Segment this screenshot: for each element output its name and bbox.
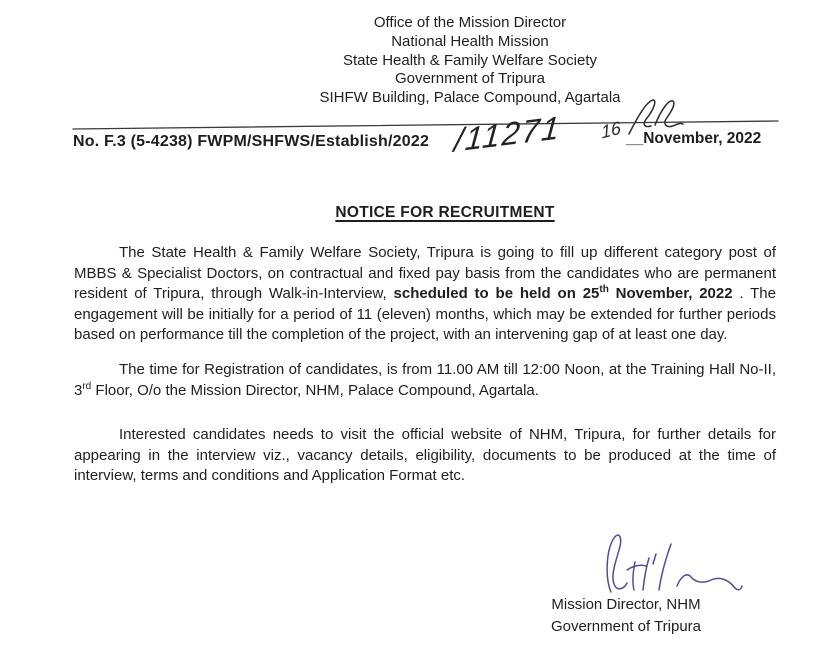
signoff-organization: Government of Tripura — [550, 617, 702, 635]
handwritten-dispatch-number: /11271 — [452, 108, 563, 159]
para2-rest: Floor, O/o the Mission Director, NHM, Palace Compound, Agartala. — [91, 381, 539, 399]
paragraph-website-info: Interested candidates needs to visit the official website of NHM, Tripura, for further details for appearing in the interview viz., vacancy details, eligibility, documents to be produced at the time of interview, terms and conditions and Application Format etc. — [74, 426, 776, 485]
reference-number: No. F.3 (5-4238) FWPM/SHFWS/Establish/2022 — [73, 133, 430, 150]
letterhead-address-line: SIHFW Building, Palace Compound, Agartala — [319, 89, 621, 107]
paragraph-registration — [74, 360, 776, 401]
signature-ink — [593, 528, 743, 600]
paragraph-recruitment — [74, 243, 776, 346]
handwritten-day: 16 — [600, 117, 622, 143]
para2-lead: The time for Registration of candidates, is from 11.00 AM till 12:00 Noon, at the Training Hall No-II, 3 — [74, 360, 776, 399]
para1-rest: . The engagement will be initially for a period of 11 (eleven) months, which may be extended for further periods based on performance till the completion of the project, with an intervening gap of at least one day. — [74, 285, 776, 344]
letterhead-society-line: State Health & Family Welfare Society — [343, 51, 597, 69]
signoff-block — [518, 594, 734, 637]
signoff-designation: Mission Director, NHM — [551, 596, 701, 613]
para1-bold-date-day: scheduled to be held on 25 — [393, 285, 600, 303]
para1-bold-schedule — [394, 285, 733, 302]
letterhead-mission-line: National Health Mission — [391, 32, 549, 50]
letterhead-office-line: Office of the Mission Director — [373, 14, 567, 31]
para1-lead: The State Health & Family Welfare Society, Tripura is going to fill up different category post of MBBS & Specialist Doctors, on contractual and fixed pay basis from the candidates who are permanent resident of Tripura, through Walk-in-Interview, — [74, 244, 776, 303]
letterhead — [140, 14, 800, 108]
notice-body — [74, 243, 776, 487]
notice-title-row — [112, 204, 778, 222]
para1-bold-date-month: November, 2022 — [608, 285, 733, 303]
letterhead-government-line: Government of Tripura — [394, 70, 546, 88]
para2-ordinal-suffix: rd — [82, 380, 92, 392]
notice-date: __November, 2022 — [626, 130, 762, 147]
notice-title: NOTICE FOR RECRUITMENT — [335, 204, 555, 221]
para1-ordinal-suffix: th — [599, 284, 609, 296]
